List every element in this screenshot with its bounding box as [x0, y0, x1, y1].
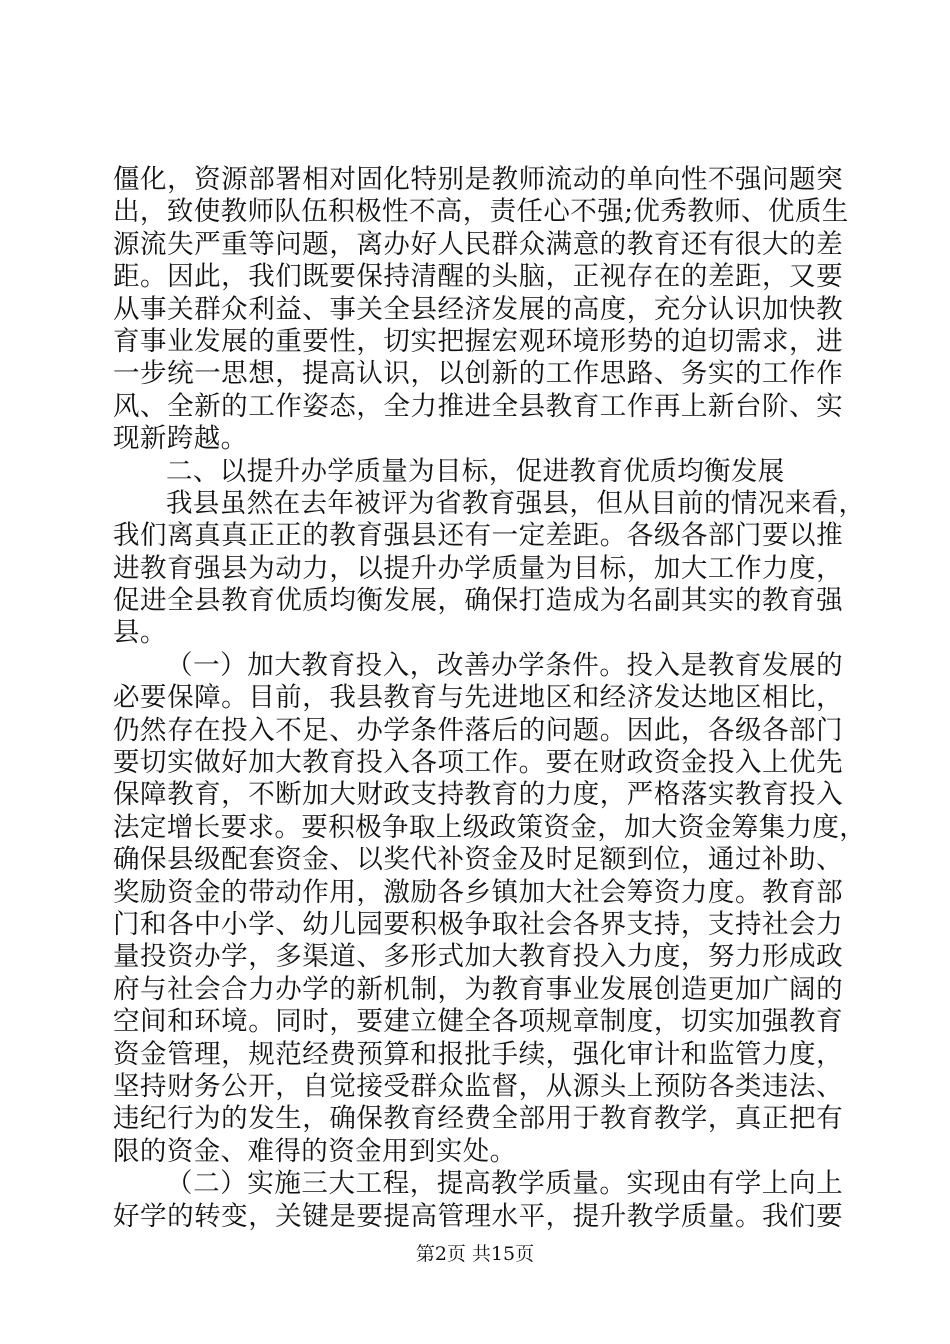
- text-line: 我们离真真正正的教育强县还有一定差距。各级各部门要以推: [113, 520, 843, 552]
- text-line: 从事关群众利益、事关全县经济发展的高度，充分认识加快教: [113, 293, 843, 325]
- text-line: 风、全新的工作姿态，全力推进全县教育工作再上新台阶、实: [113, 390, 843, 422]
- text-line: 保障教育，不断加大财政支持教育的力度，严格落实教育投入: [113, 779, 843, 811]
- text-line: 育事业发展的重要性，切实把握宏观环境形势的迫切需求，进: [113, 325, 843, 357]
- text-line: 好学的转变，关键是要提高管理水平，提升教学质量。我们要: [113, 1200, 843, 1232]
- text-line: 现新跨越。: [113, 423, 248, 455]
- text-line: 奖励资金的带动作用，激励各乡镇加大社会筹资力度。教育部: [113, 876, 843, 908]
- body-text: [113, 164, 867, 1233]
- text-line: 坚持财务公开，自觉接受群众监督，从源头上预防各类违法、: [113, 1070, 843, 1102]
- text-line: 仍然存在投入不足、办学条件落后的问题。因此，各级各部门: [113, 714, 843, 746]
- text-line: 量投资办学，多渠道、多形式加大教育投入力度，努力形成政: [113, 941, 843, 973]
- text-line: 出，致使教师队伍积极性不高，责任心不强;优秀教师、优质生: [113, 196, 849, 228]
- text-line: 必要保障。目前，我县教育与先进地区和经济发达地区相比，: [113, 682, 843, 714]
- text-line: 空间和环境。同时，要建立健全各项规章制度，切实加强教育: [113, 1006, 843, 1038]
- text-line: 限的资金、难得的资金用到实处。: [113, 1135, 517, 1167]
- text-line: 门和各中小学、幼儿园要积极争取社会各界支持，支持社会力: [113, 908, 843, 940]
- text-line: 一步统一思想，提高认识，以创新的工作思路、务实的工作作: [113, 358, 843, 390]
- text-line: 法定增长要求。要积极争取上级政策资金，加大资金筹集力度，: [113, 811, 867, 843]
- text-line: （一）加大教育投入，改善办学条件。投入是教育发展的: [166, 649, 843, 681]
- text-line: 府与社会合力办学的新机制，为教育事业发展创造更加广阔的: [113, 973, 843, 1005]
- text-line: 要切实做好加大教育投入各项工作。要在财政资金投入上优先: [113, 747, 843, 779]
- text-line: 违纪行为的发生，确保教育经费全部用于教育教学，真正把有: [113, 1103, 843, 1135]
- text-line: 源流失严重等问题，离办好人民群众满意的教育还有很大的差: [113, 228, 843, 260]
- text-line: 二、以提升办学质量为目标，促进教育优质均衡发展: [166, 455, 785, 487]
- text-line: 县。: [113, 617, 167, 649]
- text-line: 僵化，资源部署相对固化特别是教师流动的单向性不强问题突: [113, 164, 843, 195]
- text-line: 促进全县教育优质均衡发展，确保打造成为名副其实的教育强: [113, 585, 843, 617]
- text-line: （二）实施三大工程，提高教学质量。实现由有学上向上: [166, 1168, 843, 1200]
- text-line: 资金管理，规范经费预算和报批手续，强化审计和监管力度，: [113, 1038, 843, 1070]
- page-footer: 第2页 共15页: [415, 1243, 535, 1265]
- text-line: 我县虽然在去年被评为省教育强县，但从目前的情况来看，: [166, 487, 866, 519]
- text-line: 距。因此，我们既要保持清醒的头脑，正视存在的差距，又要: [113, 261, 843, 293]
- text-line: 进教育强县为动力，以提升办学质量为目标，加大工作力度，: [113, 552, 843, 584]
- text-line: 确保县级配套资金、以奖代补资金及时足额到位，通过补助、: [113, 844, 843, 876]
